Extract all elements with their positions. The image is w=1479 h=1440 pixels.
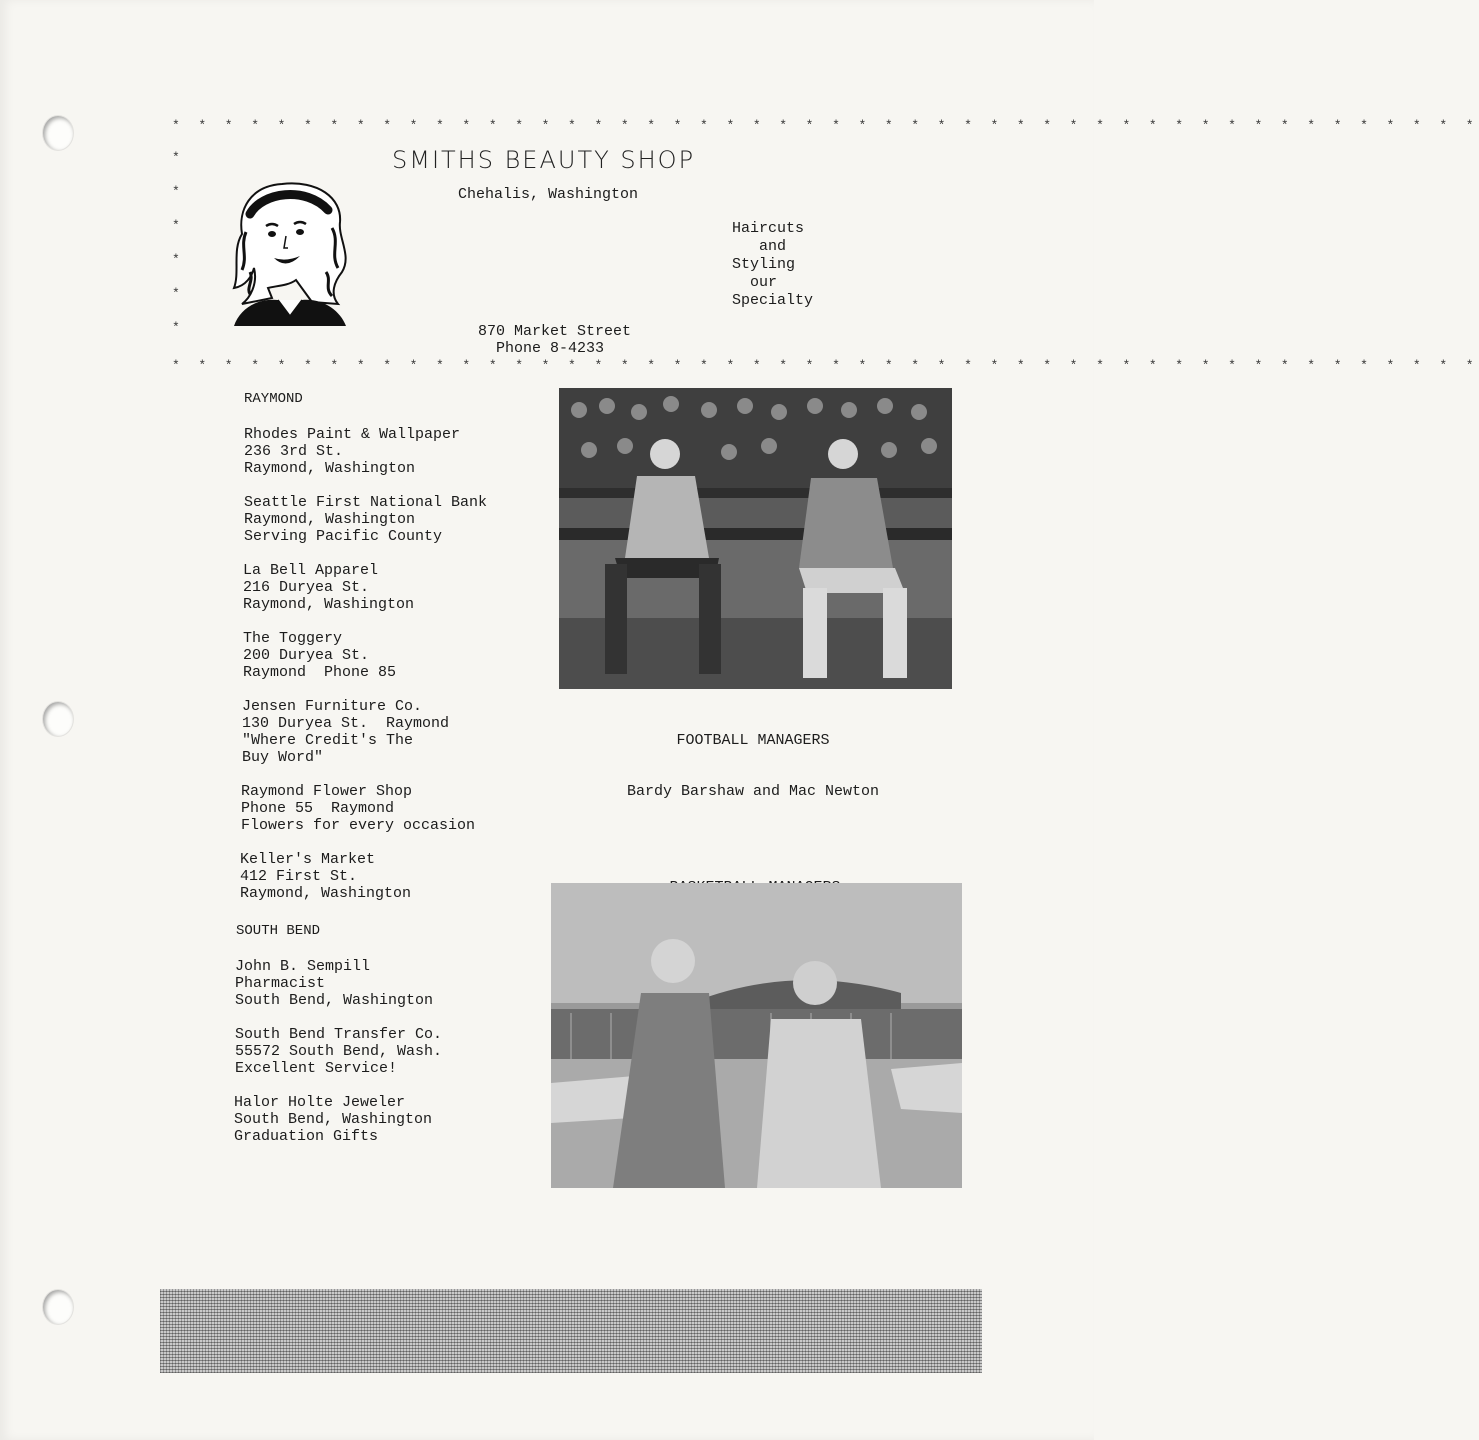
ad-line: Flowers for every occasion [241, 817, 476, 834]
binder-hole-bottom [43, 1290, 73, 1324]
ad-line: Seattle First National Bank [244, 494, 488, 511]
basketball-managers-photo [551, 883, 962, 1188]
ad-line: 236 3rd St. [244, 443, 344, 460]
star-border-left-1: * [172, 150, 180, 165]
slogan-line: Specialty [732, 292, 814, 309]
ad-line: 200 Duryea St. [243, 647, 370, 664]
woman-illustration [220, 176, 360, 326]
ad-line: Raymond, Washington [240, 885, 412, 902]
binder-hole-top [43, 116, 73, 150]
halftone-footer-band [160, 1289, 982, 1373]
address-phone: Phone 8-4233 [478, 340, 605, 357]
ad-line: South Bend, Washington [235, 992, 434, 1009]
ad-line: 55572 South Bend, Wash. [235, 1043, 443, 1060]
star-border-left-4: * [172, 252, 180, 267]
shop-title: SMITHS BEAUTY SHOP [392, 146, 696, 174]
ad-line: John B. Sempill [235, 958, 371, 975]
football-caption-title: FOOTBALL MANAGERS [676, 732, 830, 749]
ad-line: 216 Duryea St. [243, 579, 370, 596]
ad-halor-holte-jeweler [234, 1094, 432, 1145]
ad-line: 130 Duryea St. Raymond [242, 715, 450, 732]
ad-line: Keller's Market [240, 851, 376, 868]
star-border-left-2: * [172, 184, 180, 199]
slogan-line: Styling [732, 256, 796, 273]
star-border-bottom: * * * * * * * * * * * * * * * * * * * * * * * * * * * * * * * * * * * * * * * * * * * * * * * * * * [172, 358, 1479, 373]
star-border-top: * * * * * * * * * * * * * * * * * * * * * * * * * * * * * * * * * * * * * * * * * * * * * * * * * * [172, 118, 1479, 133]
ad-south-bend-transfer [235, 1026, 442, 1077]
ad-line: Raymond Flower Shop [241, 783, 413, 800]
ad-john-sempill [235, 958, 433, 1009]
star-border-left-5: * [172, 286, 180, 301]
ad-line: La Bell Apparel [243, 562, 379, 579]
football-caption [558, 698, 948, 817]
football-managers-photo [559, 388, 952, 689]
ad-line: Raymond, Washington [243, 596, 415, 613]
ad-line: Halor Holte Jeweler [234, 1094, 406, 1111]
ad-line: "Where Credit's The [242, 732, 414, 749]
ad-line: 412 First St. [240, 868, 358, 885]
ad-line: Phone 55 Raymond [241, 800, 395, 817]
ad-line: Graduation Gifts [234, 1128, 379, 1145]
shop-city: Chehalis, Washington [458, 186, 639, 203]
star-border-left-6: * [172, 320, 180, 335]
shop-slogan [732, 220, 813, 310]
section-heading-raymond: RAYMOND [244, 391, 303, 407]
binder-hole-middle [43, 702, 73, 736]
ad-raymond-flower-shop [241, 783, 475, 834]
ad-line: Excellent Service! [235, 1060, 398, 1077]
ad-line: Pharmacist [235, 975, 326, 992]
ad-line: Buy Word" [242, 749, 324, 766]
football-caption-names: Bardy Barshaw and Mac Newton [626, 783, 880, 800]
ad-line: South Bend Transfer Co. [235, 1026, 443, 1043]
ad-line: Serving Pacific County [244, 528, 443, 545]
ad-line: Raymond, Washington [244, 460, 416, 477]
section-heading-south-bend: SOUTH BEND [236, 923, 321, 939]
slogan-line: and [732, 238, 787, 255]
slogan-line: Haircuts [732, 220, 805, 237]
star-border-left-3: * [172, 218, 180, 233]
ad-line: Jensen Furniture Co. [242, 698, 423, 715]
ad-the-toggery [243, 630, 396, 681]
ad-line: Raymond Phone 85 [243, 664, 397, 681]
ad-la-bell-apparel [243, 562, 414, 613]
shop-address [478, 323, 631, 357]
ad-line: South Bend, Washington [234, 1111, 433, 1128]
ad-rhodes-paint [244, 426, 460, 477]
address-street: 870 Market Street [478, 323, 632, 340]
ad-seattle-first-national-bank [244, 494, 487, 545]
slogan-line: our [732, 274, 778, 291]
ad-jensen-furniture [242, 698, 449, 766]
ad-kellers-market [240, 851, 411, 902]
ad-line: The Toggery [243, 630, 343, 647]
ad-line: Raymond, Washington [244, 511, 416, 528]
ad-line: Rhodes Paint & Wallpaper [244, 426, 461, 443]
